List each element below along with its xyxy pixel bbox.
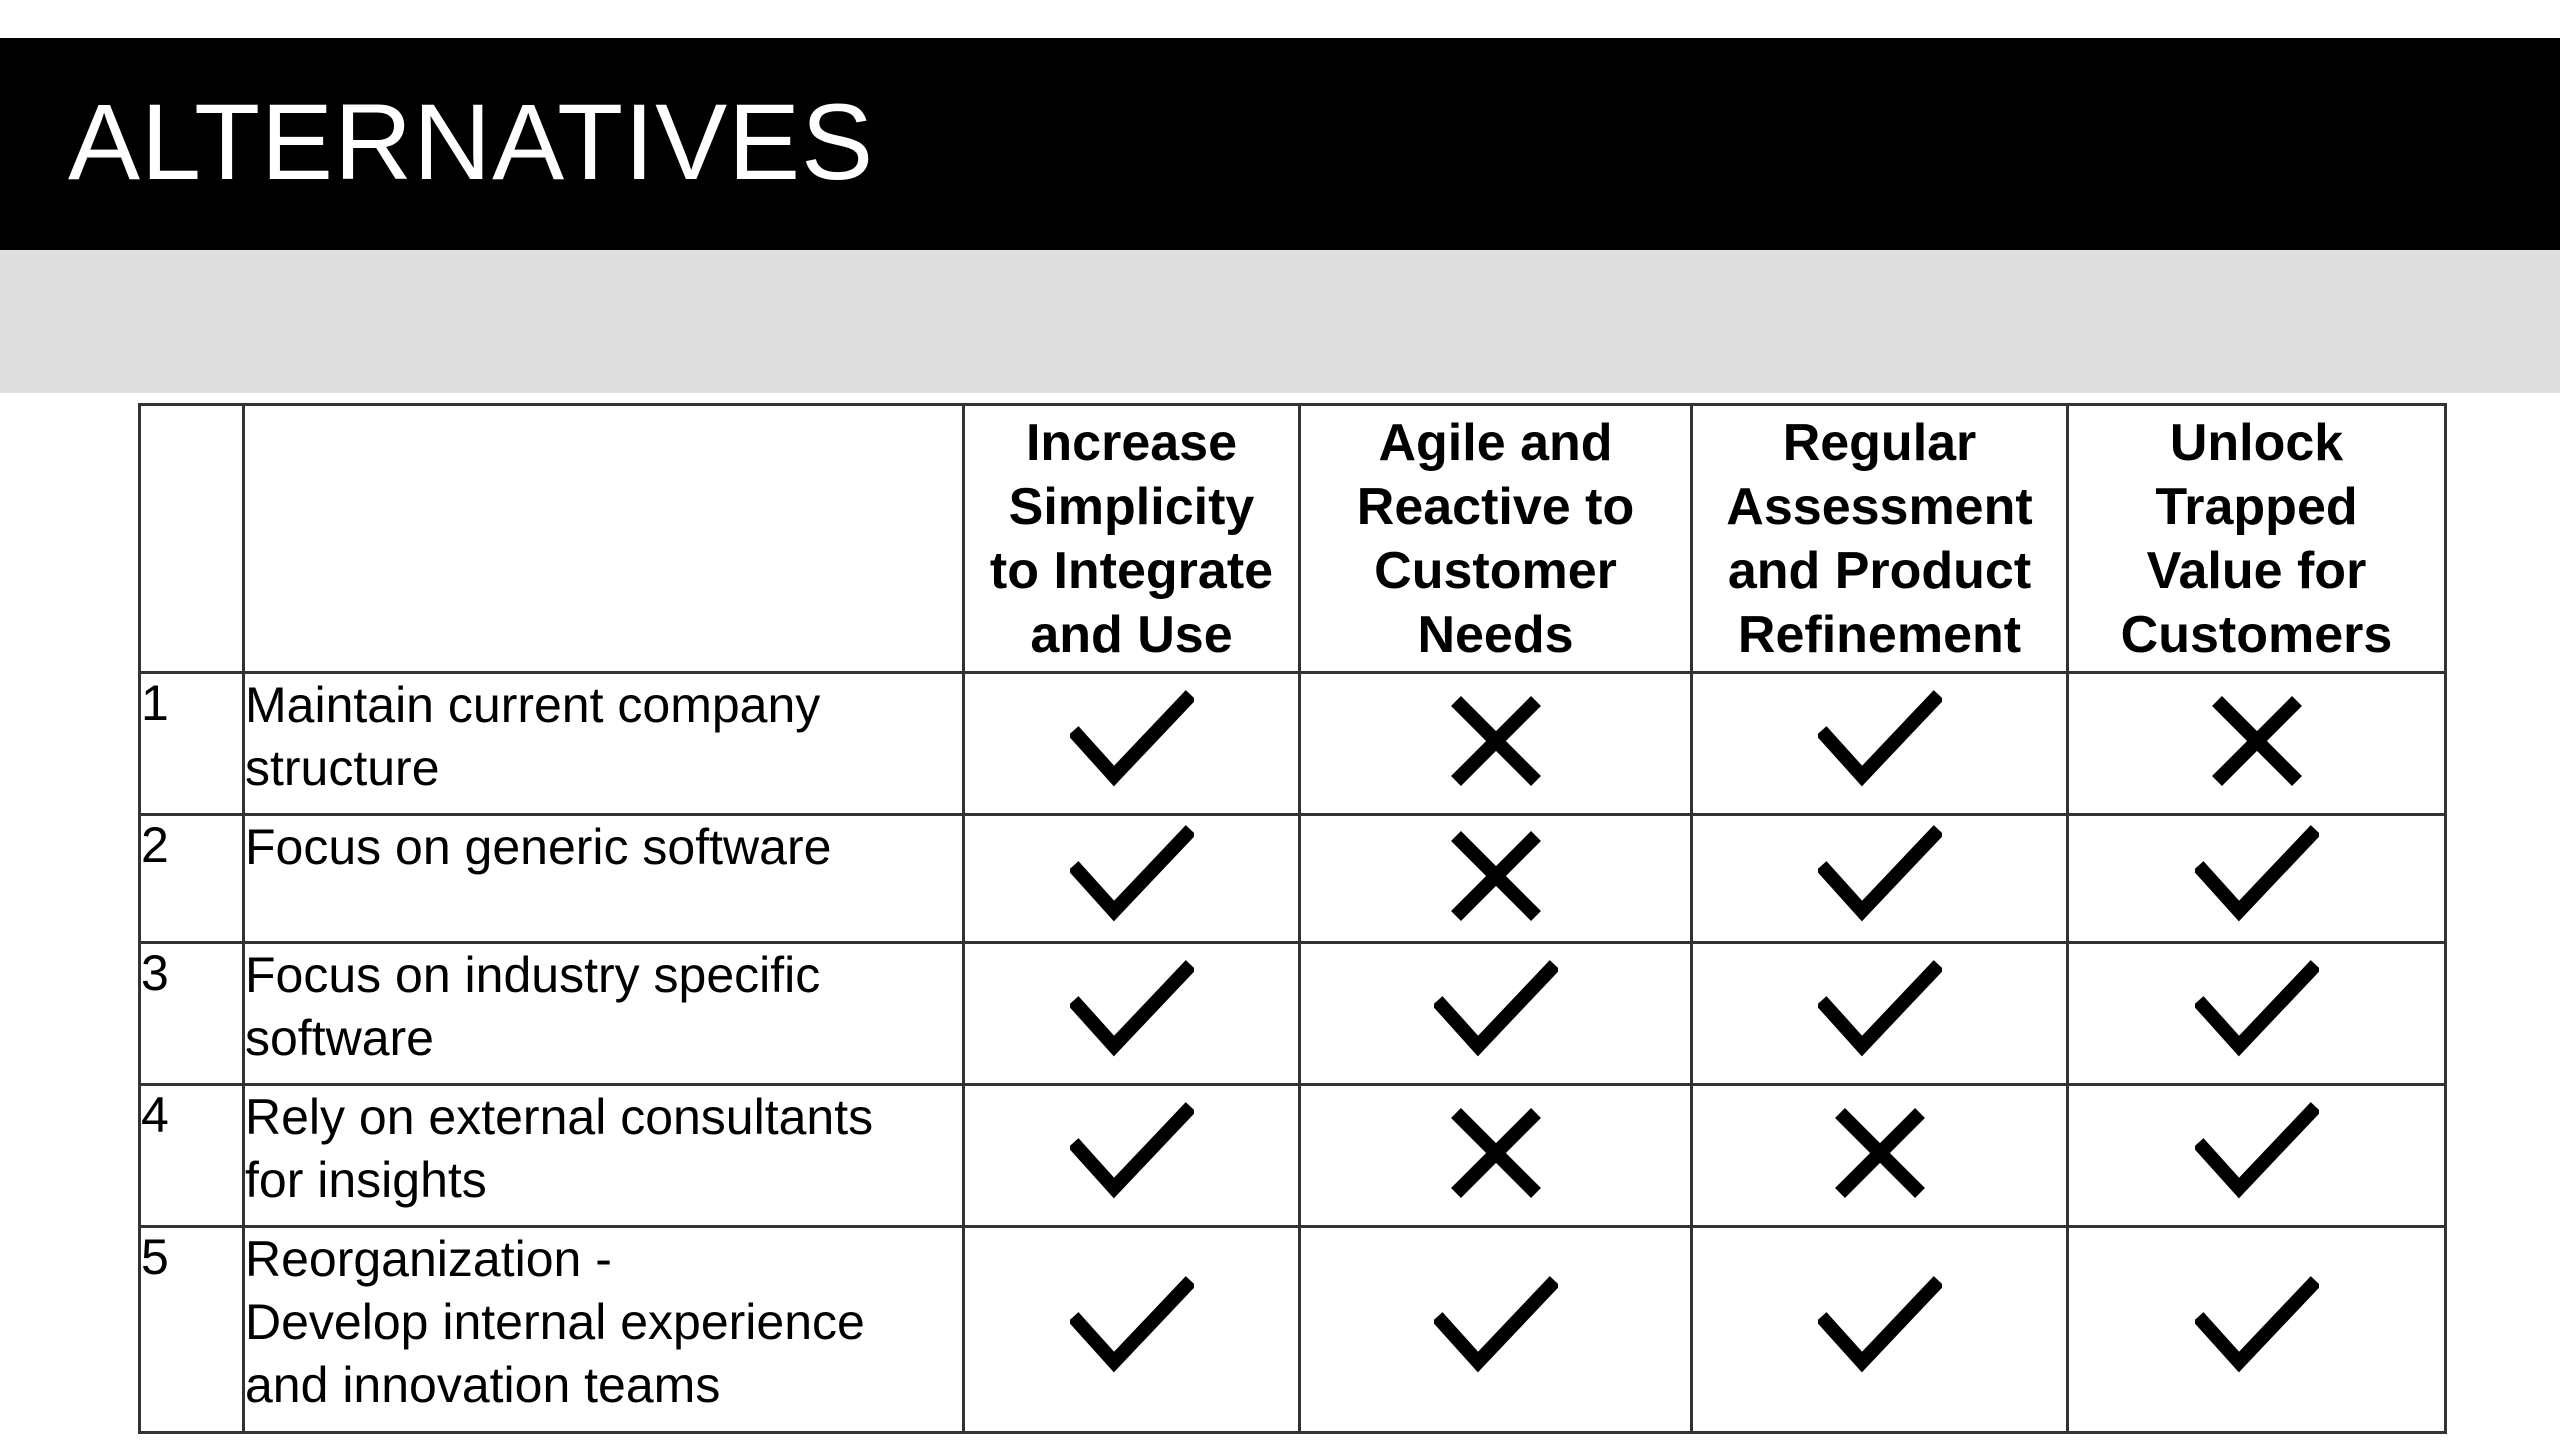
header-num-cell bbox=[140, 405, 244, 673]
rating-cell bbox=[1692, 1227, 2068, 1433]
checkmark-icon bbox=[1070, 783, 1194, 800]
description-line: for insights bbox=[245, 1152, 487, 1208]
row-number: 5 bbox=[140, 1227, 244, 1433]
criterion-header-line: Value for bbox=[2146, 541, 2367, 600]
checkmark-icon bbox=[1070, 1369, 1194, 1386]
criterion-header bbox=[1300, 405, 1692, 673]
rating-cell bbox=[1300, 943, 1692, 1085]
alternative-description bbox=[244, 943, 964, 1085]
rating-cell bbox=[1300, 1227, 1692, 1433]
description-line: structure bbox=[245, 740, 440, 796]
criterion-header-line: Refinement bbox=[1737, 605, 2022, 664]
cross-icon bbox=[1446, 778, 1546, 795]
header-desc-cell bbox=[244, 405, 964, 673]
alternative-description bbox=[244, 815, 964, 943]
criterion-header-line: Unlock bbox=[2169, 413, 2344, 472]
criterion-header-line: Agile and bbox=[1378, 413, 1613, 472]
criterion-header-line: and Use bbox=[1030, 605, 1233, 664]
checkmark-icon bbox=[1818, 1053, 1942, 1070]
slide-title: ALTERNATIVES bbox=[68, 81, 875, 202]
checkmark-icon bbox=[2195, 918, 2319, 935]
rating-cell bbox=[2068, 815, 2446, 943]
checkmark-icon bbox=[2195, 1053, 2319, 1070]
checkmark-icon bbox=[1434, 1369, 1558, 1386]
rating-cell bbox=[1692, 815, 2068, 943]
criterion-header-line: Increase bbox=[1025, 413, 1238, 472]
description-line: Develop internal experience bbox=[245, 1294, 865, 1350]
criterion-header-line: to Integrate bbox=[989, 541, 1274, 600]
checkmark-icon bbox=[1070, 1195, 1194, 1212]
rating-cell bbox=[1300, 1085, 1692, 1227]
rating-cell bbox=[964, 1085, 1300, 1227]
criterion-header-line: and Product bbox=[1727, 541, 2032, 600]
rating-cell bbox=[2068, 943, 2446, 1085]
row-number: 2 bbox=[140, 815, 244, 943]
cross-icon bbox=[2207, 778, 2307, 795]
description-line: Focus on generic software bbox=[245, 819, 832, 875]
cross-icon bbox=[1830, 1190, 1930, 1207]
header-row bbox=[140, 405, 2446, 673]
criterion-header-line: Trapped bbox=[2155, 477, 2358, 536]
criterion-header-line: Reactive to bbox=[1356, 477, 1635, 536]
criterion-header-line: Needs bbox=[1417, 605, 1574, 664]
alternative-description bbox=[244, 673, 964, 815]
description-line: software bbox=[245, 1010, 434, 1066]
criterion-header bbox=[964, 405, 1300, 673]
description-line: Rely on external consultants bbox=[245, 1089, 874, 1145]
rating-cell bbox=[1300, 673, 1692, 815]
description-line: Maintain current company bbox=[245, 677, 821, 733]
table-row bbox=[140, 943, 2446, 1085]
criterion-header bbox=[2068, 405, 2446, 673]
rating-cell bbox=[1692, 943, 2068, 1085]
rating-cell bbox=[1692, 673, 2068, 815]
checkmark-icon bbox=[1818, 918, 1942, 935]
checkmark-icon bbox=[1434, 1053, 1558, 1070]
checkmark-icon bbox=[1818, 1369, 1942, 1386]
row-number: 1 bbox=[140, 673, 244, 815]
rating-cell bbox=[964, 815, 1300, 943]
table-row bbox=[140, 815, 2446, 943]
alternative-description bbox=[244, 1085, 964, 1227]
cross-icon bbox=[1446, 913, 1546, 930]
alternative-description bbox=[244, 1227, 964, 1433]
description-line: and innovation teams bbox=[245, 1357, 721, 1413]
criterion-header-line: Assessment bbox=[1726, 477, 2033, 536]
rating-cell bbox=[964, 673, 1300, 815]
criterion-header-line: Customer bbox=[1374, 541, 1617, 600]
checkmark-icon bbox=[1070, 1053, 1194, 1070]
criterion-header bbox=[1692, 405, 2068, 673]
rating-cell bbox=[2068, 673, 2446, 815]
row-number: 4 bbox=[140, 1085, 244, 1227]
rating-cell bbox=[1300, 815, 1692, 943]
subtitle-band bbox=[0, 250, 2560, 393]
checkmark-icon bbox=[1818, 783, 1942, 800]
checkmark-icon bbox=[1070, 918, 1194, 935]
rating-cell bbox=[2068, 1085, 2446, 1227]
table-row bbox=[140, 673, 2446, 815]
criterion-header-line: Customers bbox=[2120, 605, 2393, 664]
table-row bbox=[140, 1227, 2446, 1433]
cross-icon bbox=[1446, 1190, 1546, 1207]
description-line: Reorganization - bbox=[245, 1231, 612, 1287]
table-body bbox=[140, 673, 2446, 1433]
rating-cell bbox=[964, 1227, 1300, 1433]
criterion-header-line: Simplicity bbox=[1008, 477, 1255, 536]
rating-cell bbox=[1692, 1085, 2068, 1227]
checkmark-icon bbox=[2195, 1195, 2319, 1212]
row-number: 3 bbox=[140, 943, 244, 1085]
alternatives-table bbox=[138, 403, 2447, 1434]
criterion-header-line: Regular bbox=[1782, 413, 1977, 472]
rating-cell bbox=[2068, 1227, 2446, 1433]
rating-cell bbox=[964, 943, 1300, 1085]
table-row bbox=[140, 1085, 2446, 1227]
description-line: Focus on industry specific bbox=[245, 947, 821, 1003]
checkmark-icon bbox=[2195, 1369, 2319, 1386]
